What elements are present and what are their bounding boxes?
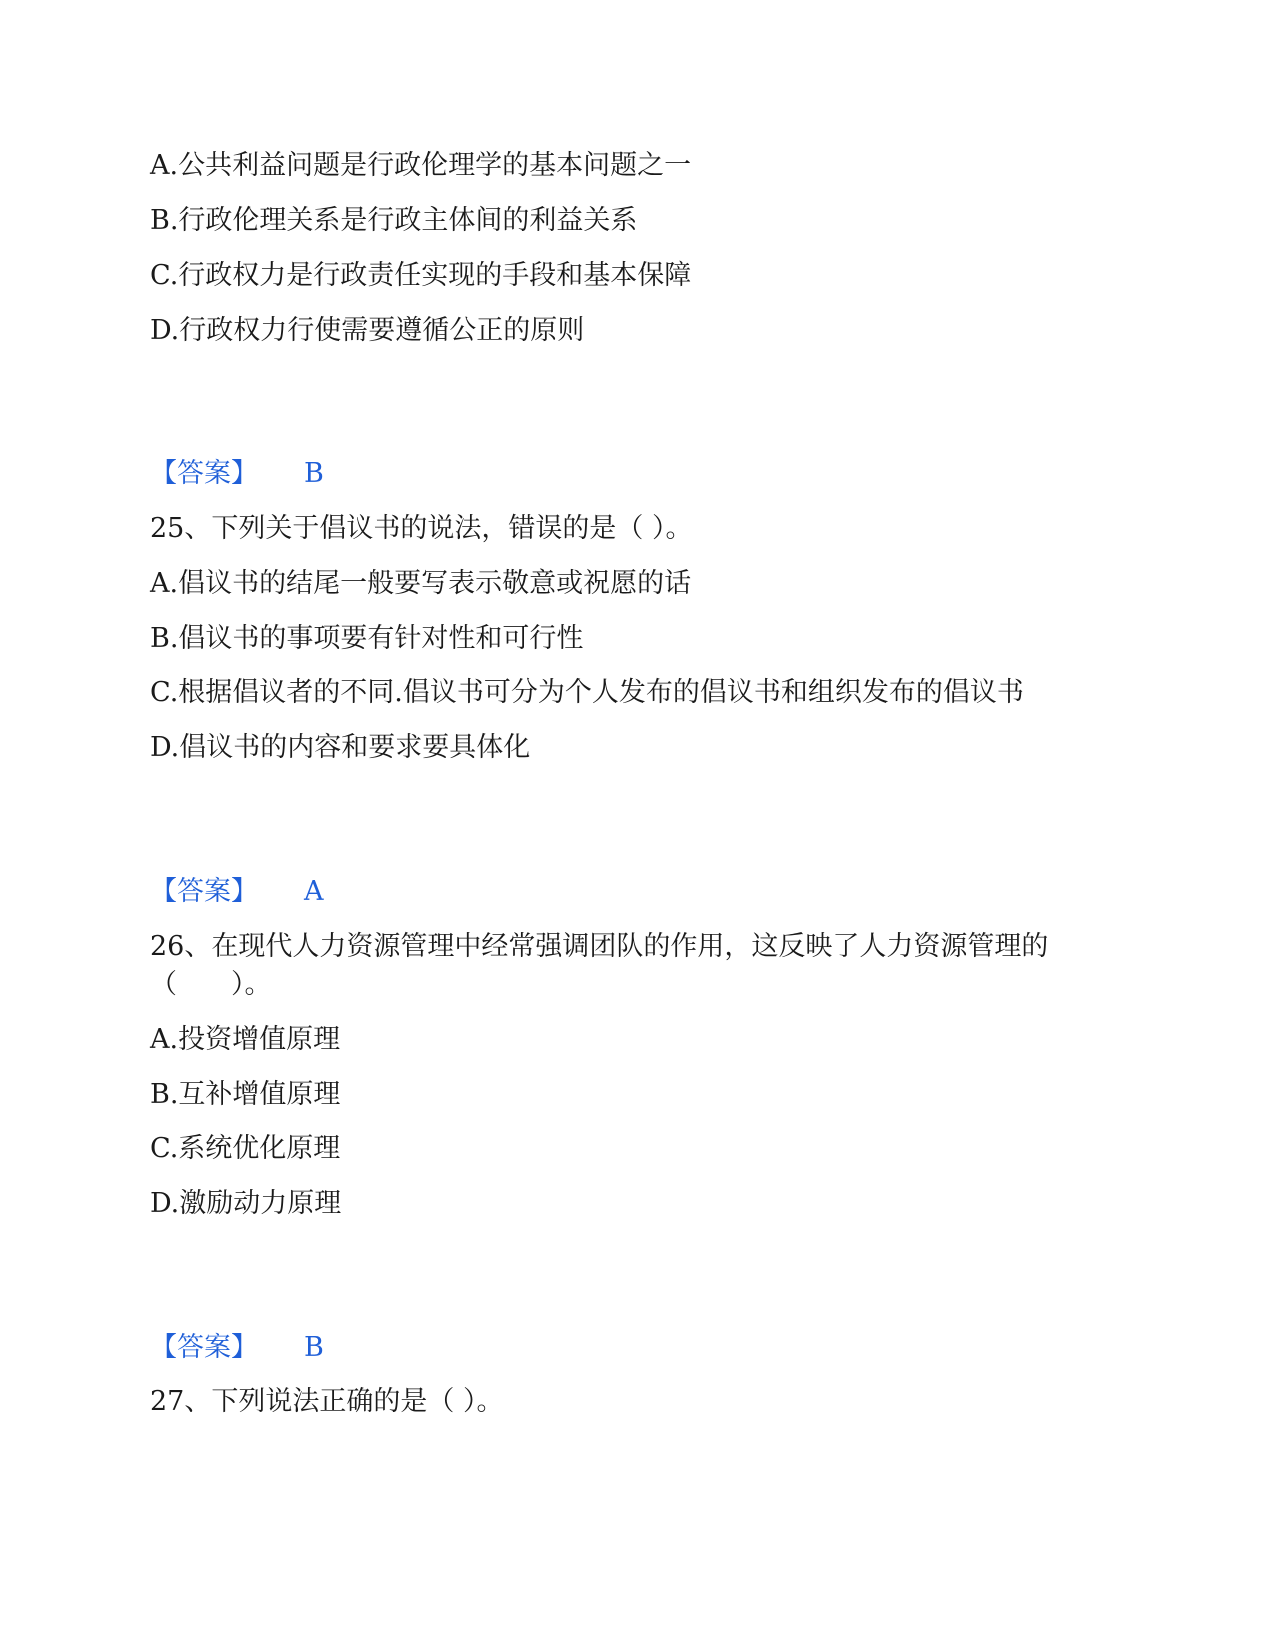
q24-answer — [150, 456, 324, 492]
q24-option-c: C.行政权力是行政责任实现的手段和基本保障 — [150, 260, 692, 291]
answer-label: 【答案】 — [150, 1332, 258, 1363]
q25-option-b: B.倡议书的事项要有针对性和可行性 — [150, 623, 584, 654]
q26-option-b: B.互补增值原理 — [150, 1079, 341, 1110]
q24-option-b: B.行政伦理关系是行政主体间的利益关系 — [150, 205, 638, 236]
q25-option-a: A.倡议书的结尾一般要写表示敬意或祝愿的话 — [150, 568, 692, 599]
q26-answer — [150, 1330, 324, 1366]
q25-question: 25、下列关于倡议书的说法，错误的是（ ）。 — [150, 513, 693, 544]
q25-answer — [150, 874, 324, 910]
q26-option-d: D.激励动力原理 — [150, 1188, 342, 1219]
q26-question-line1: 26、在现代人力资源管理中经常强调团队的作用，这反映了人力资源管理的 — [150, 931, 1049, 962]
q26-question-line2: （ ）。 — [150, 969, 272, 1000]
q24-option-d: D.行政权力行使需要遵循公正的原则 — [150, 315, 585, 346]
answer-value: A — [304, 876, 324, 907]
answer-label: 【答案】 — [150, 876, 258, 907]
q26-option-c: C.系统优化原理 — [150, 1133, 341, 1164]
q25-option-c: C.根据倡议者的不同.倡议书可分为个人发布的倡议书和组织发布的倡议书 — [150, 677, 1024, 708]
q27-question: 27、下列说法正确的是（ ）。 — [150, 1386, 504, 1417]
q24-option-a: A.公共利益问题是行政伦理学的基本问题之一 — [150, 150, 692, 181]
q26-option-a: A.投资增值原理 — [150, 1024, 341, 1055]
answer-value: B — [304, 1332, 324, 1363]
q25-option-d: D.倡议书的内容和要求要具体化 — [150, 732, 531, 763]
answer-label: 【答案】 — [150, 458, 258, 489]
answer-value: B — [304, 458, 324, 489]
